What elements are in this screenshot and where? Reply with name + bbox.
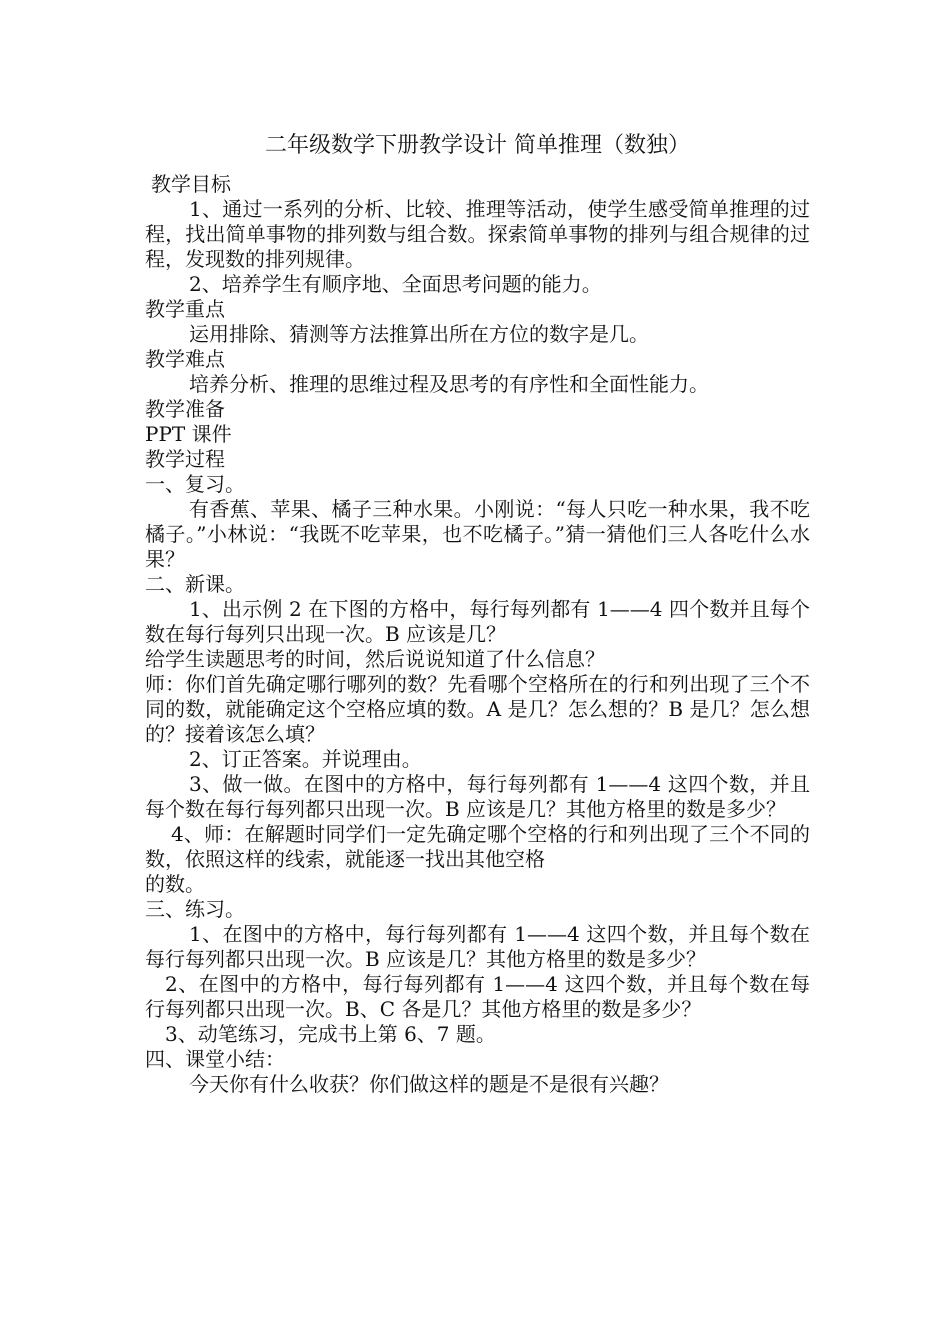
paragraph: 运用排除、猜测等方法推算出所在方位的数字是几。 <box>189 322 649 346</box>
paragraph: 3、做一做。在图中的方格中，每行每列都有 1——4 这四个数，并且每个数在每行每列都只出现一次。B 应该是几？其他方格里的数是多少？ <box>145 772 810 821</box>
paragraph: 今天你有什么收获？你们做这样的题是不是很有兴趣？ <box>189 1072 669 1096</box>
paragraph: 1、出示例 2 在下图的方格中，每行每列都有 1——4 四个数并且每个数在每行每列只出现一次。B 应该是几？ <box>145 597 810 646</box>
paragraph: 培养分析、推理的思维过程及思考的有序性和全面性能力。 <box>189 372 709 396</box>
section-heading: 教学难点 <box>145 347 225 371</box>
section-heading: 给学生读题思考的时间，然后说说知道了什么信息？ <box>145 647 605 671</box>
section-heading: 一、复习。 <box>145 472 245 496</box>
paragraph: 1、在图中的方格中，每行每列都有 1——4 这四个数，并且每个数在每行每列都只出现一次。B 应该是几？其他方格里的数是多少？ <box>145 922 810 971</box>
paragraph: 4、师：在解题时同学们一定先确定哪个空格的行和列出现了三个不同的数，依照这样的线索，就能逐一找出其他空格 <box>145 822 810 871</box>
document-body <box>145 172 810 1097</box>
paragraph: 2、在图中的方格中，每行每列都有 1——4 这四个数，并且每个数在每行每列都只出现一次。B、C 各是几？其他方格里的数是多少？ <box>145 972 810 1021</box>
paragraph: 2、培养学生有顺序地、全面思考问题的能力。 <box>189 272 602 296</box>
section-heading: 二、新课。 <box>145 572 245 596</box>
section-heading: 教学准备 <box>145 397 225 421</box>
section-heading: 的数。 <box>145 872 205 896</box>
section-heading: 教学目标 <box>151 172 231 196</box>
paragraph: 2、订正答案。并说理由。 <box>189 747 422 771</box>
paragraph: 3、动笔练习，完成书上第 6、7 题。 <box>165 1022 496 1046</box>
section-heading: 师：你们首先确定哪行哪列的数？先看哪个空格所在的行和列出现了三个不同的数，就能确定这个空格应填的数。A 是几？怎么想的？B 是几？怎么想的？接着该怎么填？ <box>145 672 810 746</box>
section-heading: 三、练习。 <box>145 897 245 921</box>
paragraph: 1、通过一系列的分析、比较、推理等活动，使学生感受简单推理的过程，找出简单事物的排列数与组合数。探索简单事物的排列与组合规律的过程，发现数的排列规律。 <box>145 197 810 271</box>
paragraph: 有香蕉、苹果、橘子三种水果。小刚说：“每人只吃一种水果，我不吃橘子。”小林说：“我既不吃苹果，也不吃橘子。”猜一猜他们三人各吃什么水果？ <box>145 497 810 571</box>
document-title: 二年级数学下册教学设计 简单推理（数独） <box>265 133 690 158</box>
section-heading: 四、课堂小结： <box>145 1047 285 1071</box>
section-heading: 教学过程 <box>145 447 225 471</box>
document-page <box>145 132 810 1097</box>
section-heading: PPT 课件 <box>145 422 232 446</box>
section-heading: 教学重点 <box>145 297 225 321</box>
